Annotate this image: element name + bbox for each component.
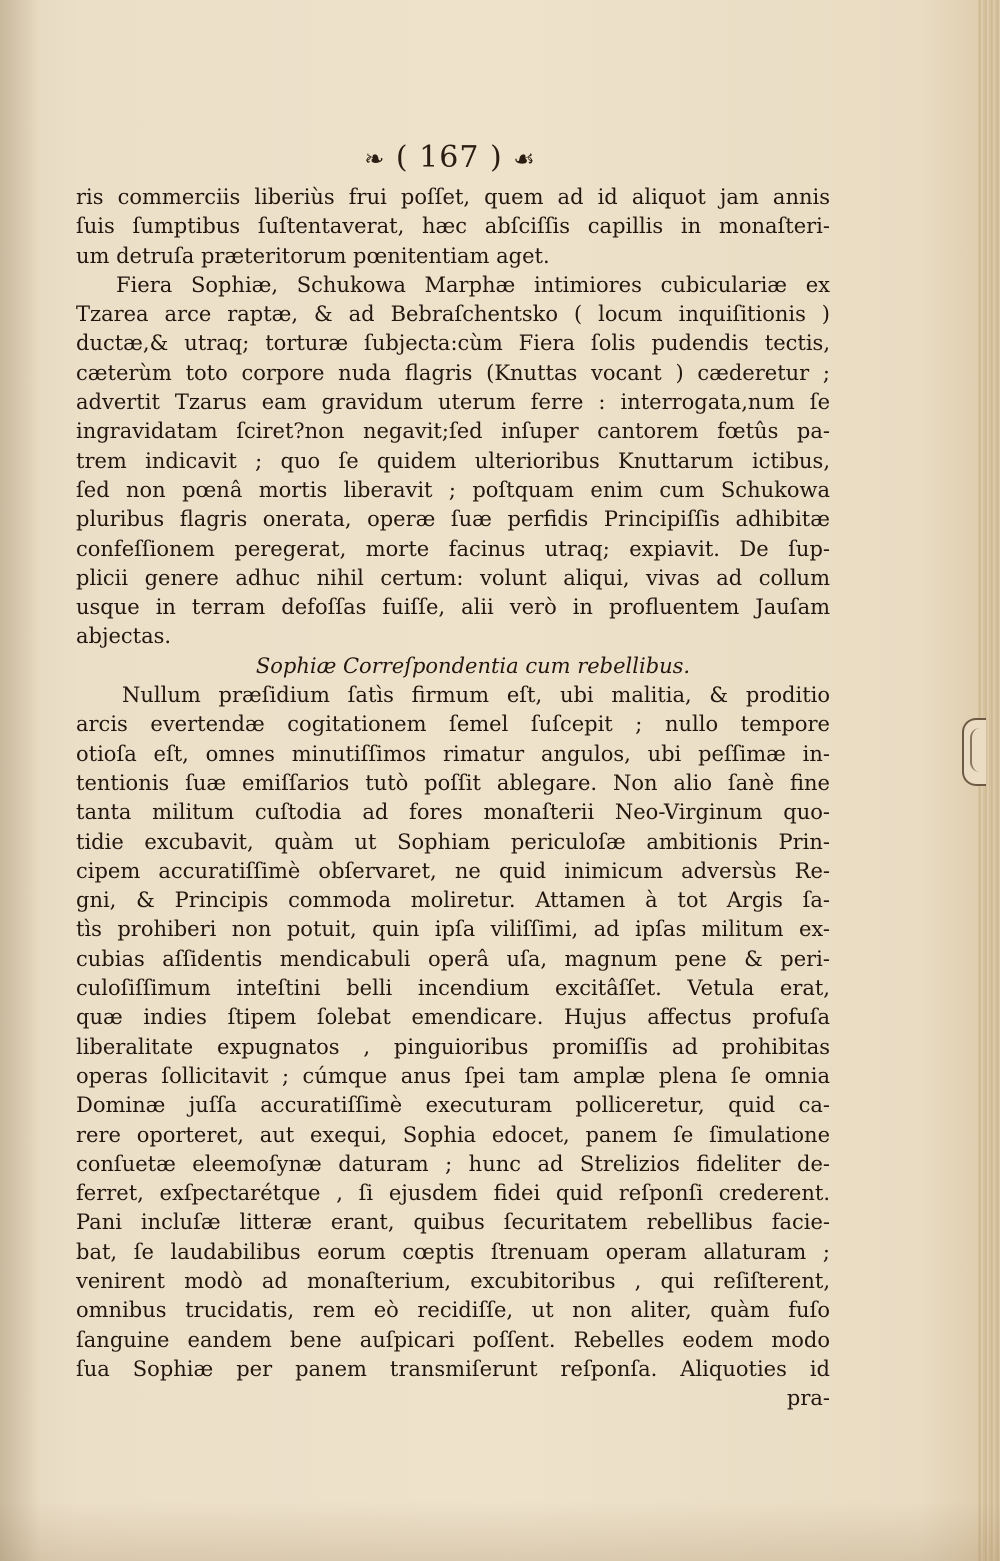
text-line: Fiera Sophiæ, Schukowa Marphæ intimiores cubiculariæ ex	[116, 272, 830, 297]
text-line: ris commerciis liberiùs frui poſſet, quem ad id aliquot jam annis	[76, 185, 830, 209]
text-line: Tzarea arce raptæ, & ad Bebraſchentsko ( locum inquiſitionis )	[76, 302, 830, 327]
text-line: ſua Sophiæ per panem transmiſerunt reſponſa. Aliquoties id	[76, 1356, 830, 1381]
text-line: tentionis ſuæ emiſſarios tutò poſſit ablegare. Non alio ſanè fine	[76, 770, 830, 795]
text-line: bat, ſe laudabilibus eorum cœptis ſtrenuam operam allaturam ;	[76, 1239, 830, 1264]
text-line: Pani incluſæ litteræ erant, quibus ſecuritatem rebellibus facie-	[76, 1210, 830, 1235]
text-line: Nullum præſidium ſatìs firmum eſt, ubi malitia, & proditio	[122, 683, 830, 708]
text-line: trem indicavit ; quo ſe quidem ulterioribus Knuttarum ictibus,	[76, 448, 830, 473]
text-line: ſed non pœnâ mortis liberavit ; poſtquam enim cum Schukowa	[76, 477, 830, 502]
bottom-shade	[0, 1501, 1000, 1561]
right-ornament-icon: ☙	[513, 145, 536, 173]
page-number: ( 167 )	[395, 140, 503, 175]
text-line: otioſa eſt, omnes minutiſſimos rimatur angulos, ubi peſſimæ in-	[76, 741, 830, 766]
text-line: omnibus trucidatis, rem eò recidiſſe, ut non aliter, quàm fuſo	[76, 1298, 830, 1323]
text-line: conſuetæ eleemoſynæ daturam ; hunc ad Strelizios fideliter de-	[76, 1151, 830, 1176]
text-line: ductæ,& utraq; torturæ ſubjecta:cùm Fiera ſolis pudendis tectis,	[76, 331, 830, 356]
text-line: ſuis ſumptibus ſuſtentaverat, hæc abſciſſis capillis in monaſteri-	[76, 214, 830, 239]
text-line: tidie excubavit, quàm ut Sophiam periculoſæ ambitionis Prin-	[76, 829, 830, 854]
text-line: abjectas.	[76, 624, 172, 649]
text-line: um detruſa præteritorum pœnitentiam aget.	[76, 243, 550, 268]
section-heading: Sophiæ Correſpondentia cum rebellibus.	[255, 653, 691, 678]
text-line: Dominæ juſſa accuratiſſimè executuram polliceretur, quid ca-	[76, 1093, 830, 1118]
text-line: quæ indies ſtipem ſolebat emendicare. Hujus affectus profuſa	[76, 1005, 830, 1030]
text-line: arcis evertendæ cogitationem ſemel ſuſcepit ; nullo tempore	[76, 712, 830, 737]
text-line: ſanguine eandem bene auſpicari poſſent. Rebelles eodem modo	[76, 1327, 830, 1352]
text-line: cubias aſſidentis mendicabuli operâ uſa, magnum pene & peri-	[76, 946, 830, 971]
text-line: operas ſollicitavit ; cúmque anus ſpei tam amplæ plena ſe omnia	[76, 1063, 830, 1088]
text-line: cipem accuratiſſimè obſervaret, ne quid inimicum adversùs Re-	[76, 858, 830, 883]
text-line: rere oporteret, aut exequi, Sophia edocet, panem ſe ſimulatione	[76, 1122, 830, 1147]
gutter-shadow	[0, 0, 40, 1561]
text-line: cæterùm toto corpore nuda flagris (Knuttas vocant ) cæderetur ;	[76, 360, 830, 385]
text-line: tanta militum cuſtodia ad fores monaſterii Neo-Virginum quo-	[76, 800, 830, 825]
left-ornament-icon: ❧	[364, 145, 386, 173]
text-line: plicii genere adhuc nihil certum: volunt aliqui, vivas ad collum	[76, 565, 830, 590]
text-line: ferret, exſpectarétque , ſi ejusdem fidei quid reſponſi crederent.	[76, 1181, 830, 1206]
text-line: tìs prohiberi non potuit, quin ipſa viliſſimi, ad ipſas militum ex-	[76, 917, 830, 942]
page-tab-inner-marker	[970, 728, 988, 772]
text-line: culoſiſſimum inteſtini belli incendium excitâſſet. Vetula erat,	[76, 976, 830, 1001]
text-line: usque in terram defoſſas fuiſſe, alii verò in profluentem Jauſam	[76, 595, 830, 620]
catchword: pra-	[786, 1386, 830, 1411]
text-line: ingravidatam ſciret?non negavit;ſed inſuper cantorem fœtûs pa-	[76, 419, 830, 444]
text-line: advertit Tzarus eam gravidum uterum ferre : interrogata,num ſe	[76, 390, 830, 415]
text-line: pluribus flagris onerata, operæ ſuæ perfidis Principiſſis adhibitæ	[76, 507, 830, 532]
page-header	[0, 140, 900, 175]
body-text	[76, 183, 830, 1413]
text-line: gni, & Principis commoda moliretur. Attamen à tot Argis ſa-	[76, 888, 830, 913]
text-line: venirent modò ad monaſterium, excubitoribus , qui reſiſterent,	[76, 1268, 830, 1293]
text-line: liberalitate expugnatos , pinguioribus promiſſis ad prohibitas	[76, 1034, 830, 1059]
text-line: confeſſionem peregerat, morte facinus utraq; expiavit. De ſup-	[76, 536, 830, 561]
